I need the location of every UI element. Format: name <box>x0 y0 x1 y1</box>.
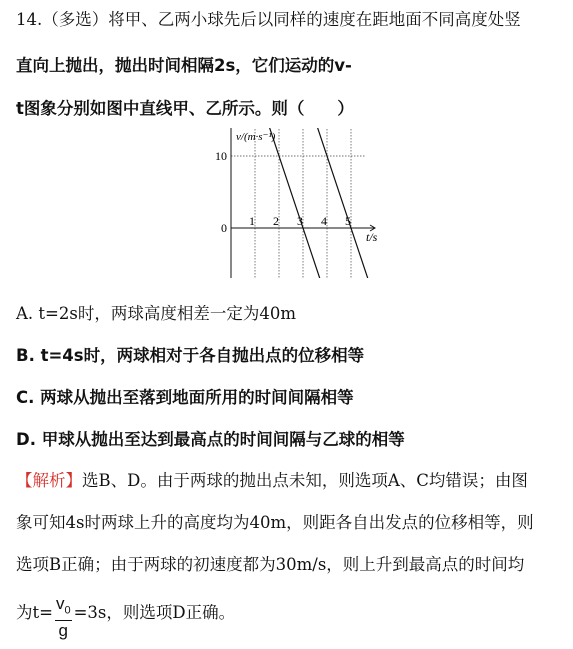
formula-prefix: 为t= <box>16 603 53 623</box>
x-tick-label-5: 5 <box>345 214 351 228</box>
option-c[interactable]: C. 两球从抛出至落到地面所用的时间间隔相等 <box>16 388 354 407</box>
y-axis-label: v/(m·s⁻¹) <box>236 131 276 143</box>
y-tick-label-0: 0 <box>221 221 227 235</box>
graph-ticks <box>208 128 351 278</box>
analysis-line-2: 象可知4s时两球上升的高度均为40m，则距各自出发点的位移相等，则 <box>16 513 534 532</box>
x-tick-label-4: 4 <box>321 214 327 228</box>
question-line-2: 直向上抛出，抛出时间相隔2s，它们运动的v- <box>16 56 352 75</box>
formula-suffix: =3s，则选项D正确。 <box>73 603 236 623</box>
x-tick-label-1: 1 <box>249 214 255 228</box>
option-b[interactable]: B. t=4s时，两球相对于各自抛出点的位移相等 <box>16 346 365 365</box>
option-a[interactable]: A. t=2s时，两球高度相差一定为40m <box>16 304 296 323</box>
analysis-line-4 <box>16 590 236 641</box>
vt-graph <box>200 128 400 278</box>
fraction-numerator: $v_0$ <box>55 594 72 621</box>
x-tick-label-2: 2 <box>273 214 279 228</box>
x-axis-label: t/s <box>366 230 378 244</box>
analysis-tag: 【解析】 <box>16 471 82 490</box>
question-line-3: t图象分别如图中直线甲、乙所示。则（ ） <box>16 99 354 118</box>
fraction-v0-over-g <box>55 594 72 641</box>
analysis-line-3: 选项B正确；由于两球的初速度都为30m/s，则上升到最高点的时间均 <box>16 555 525 574</box>
y-tick-label-10: 10 <box>215 149 227 163</box>
graph-axes <box>228 128 375 278</box>
option-d[interactable]: D. 甲球从抛出至达到最高点的时间间隔与乙球的相等 <box>16 430 405 449</box>
fraction-denominator: g <box>58 621 69 641</box>
graph-lines <box>231 128 388 278</box>
analysis-line-1 <box>16 467 528 491</box>
x-tick-label-3: 3 <box>297 214 303 228</box>
graph-grid <box>231 128 365 278</box>
question-line-1: 14.（多选）将甲、乙两小球先后以同样的速度在距地面不同高度处竖 <box>16 10 521 29</box>
analysis-text-1: 选B、D。由于两球的抛出点未知，则选项A、C均错误；由图 <box>82 471 528 490</box>
